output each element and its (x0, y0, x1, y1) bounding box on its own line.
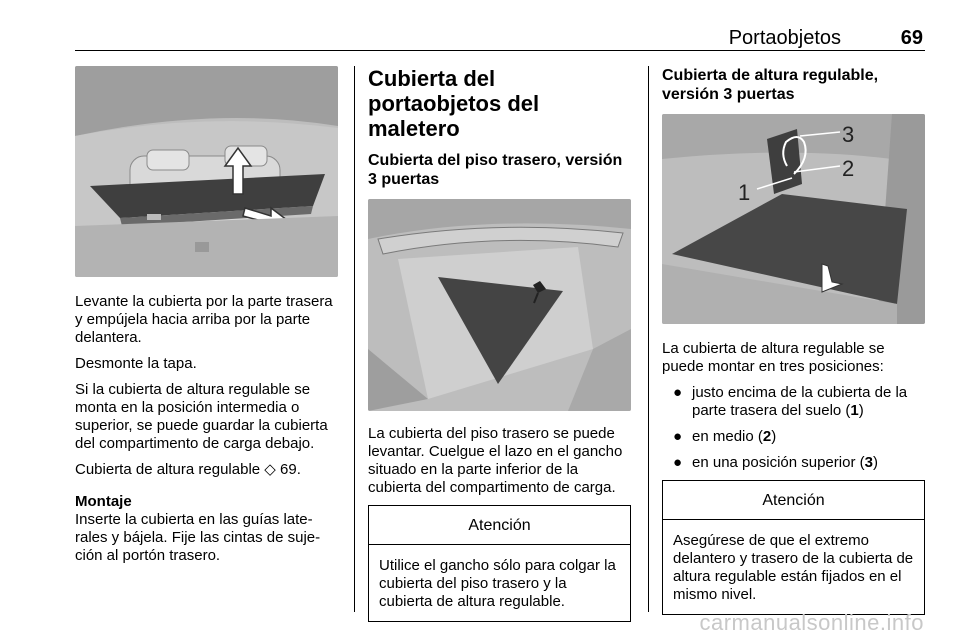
callout-1: 1 (738, 180, 751, 205)
notice-title: Atención (369, 506, 630, 545)
notice-title: Atención (663, 481, 924, 520)
bullet-icon: ● (673, 428, 683, 445)
cargo-cover-removal-illustration (75, 66, 338, 277)
list-item: ● justo encima de la cubierta de la parte trasera del suelo (1) (673, 384, 908, 419)
list-item: ● en una posición superior (3) (673, 454, 878, 471)
watermark: carmanualsonline.info (699, 610, 924, 635)
bullet-icon: ● (673, 384, 683, 401)
column-3 (662, 66, 927, 615)
section-heading: Cubierta del portaobjetos del maletero (368, 66, 540, 141)
column-divider (648, 66, 649, 612)
column-2 (368, 66, 633, 622)
column-1 (75, 66, 340, 573)
adjustable-cover-illustration (662, 114, 925, 324)
paragraph: Levante la cubierta por la parte trasera y empújela hacia arriba por la parte delantera. (75, 293, 333, 346)
position-list (662, 384, 927, 472)
cross-reference-text: Cubierta de altura regulable (75, 461, 261, 478)
reference-arrow-icon: ◇ (264, 461, 276, 478)
notice-body: Asegúrese de que el extremo delantero y trasero de la cubierta de altura regulable están fijados en el mismo nivel. (673, 532, 914, 603)
subsection-heading: Cubierta del piso trasero, versión 3 puertas (368, 152, 623, 188)
page-header (75, 26, 925, 51)
reference-page: 69. (280, 461, 301, 478)
paragraph: La cubierta de altura regulable se puede montar en tres posiciones: (662, 340, 885, 375)
section-title: Portaobjetos (728, 27, 841, 49)
notice-body: Utilice el gancho sólo para colgar la cubierta del piso trasero y la cubierta de altura regulable. (379, 557, 616, 610)
paragraph: La cubierta del piso trasero se puede levantar. Cuelgue el lazo en el gancho situado en la parte inferior de la cubierta del compartimento de carga. (368, 425, 623, 496)
list-item: ● en medio (2) (673, 428, 777, 445)
notice-box (662, 480, 925, 615)
montaje-paragraph: Inserte la cubierta en las guías late-rales y bájela. Fije las cintas de suje-ción al portón trasero. (75, 511, 321, 564)
rear-floor-cover-illustration (368, 199, 631, 411)
callout-2: 2 (842, 156, 855, 181)
subsection-heading: Cubierta de altura regulable, versión 3 puertas (662, 67, 879, 103)
notice-box (368, 505, 631, 622)
cross-reference[interactable] (75, 461, 340, 479)
callout-3: 3 (842, 122, 855, 147)
page-number: 69 (900, 27, 923, 49)
bullet-icon: ● (673, 454, 683, 471)
paragraph: Si la cubierta de altura regulable se monta en la posición intermedia o superior, se puede guardar la cubierta del compartimento de carga debajo. (75, 381, 328, 452)
column-divider (354, 66, 355, 612)
montaje-heading: Montaje (75, 493, 132, 510)
paragraph: Desmonte la tapa. (75, 355, 197, 372)
